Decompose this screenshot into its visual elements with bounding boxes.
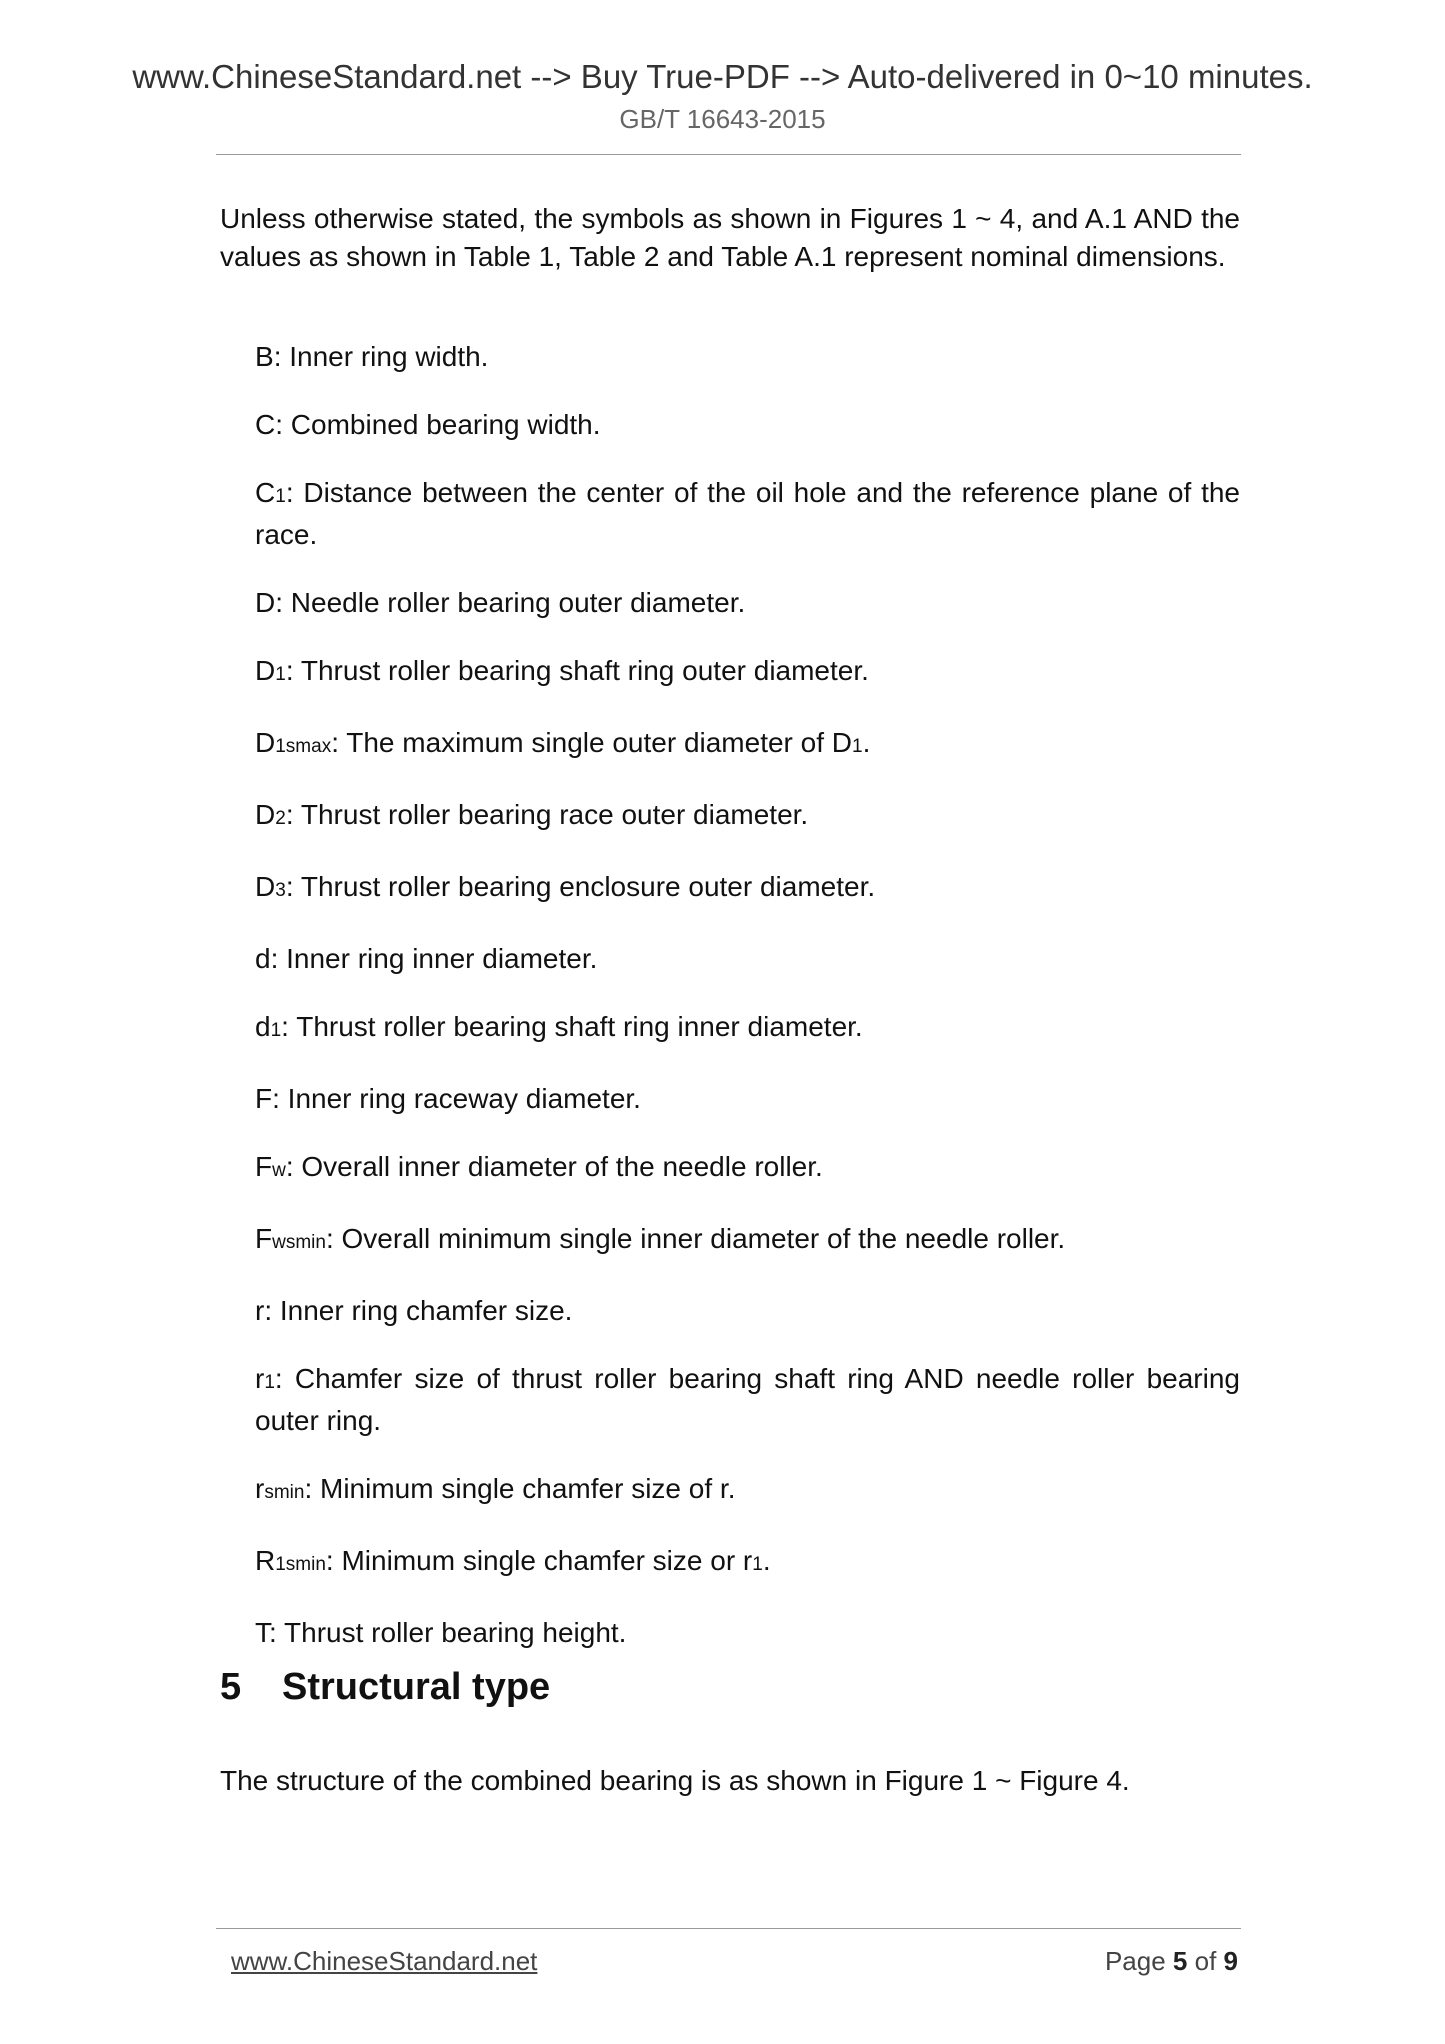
definition-text: : The maximum single outer diameter of D: [331, 727, 853, 758]
symbol: d: [255, 943, 271, 974]
definition-text: : Thrust roller bearing enclosure outer diameter.: [285, 871, 876, 902]
page-current: 5: [1172, 1946, 1188, 1976]
section-heading: [220, 1666, 550, 1709]
symbol: C: [255, 409, 276, 440]
definition-item: [255, 1008, 1240, 1050]
symbol-subscript: 1: [275, 486, 286, 507]
tail-subscript: 1: [852, 736, 863, 757]
footer-site-link[interactable]: www.ChineseStandard.net: [231, 1946, 538, 1976]
tail-punct: .: [862, 727, 871, 758]
symbol: C: [255, 477, 276, 508]
definition-text: : Minimum single chamfer size or r: [325, 1545, 753, 1576]
definition-item: [255, 1360, 1240, 1440]
definition-text: : Inner ring width.: [273, 341, 489, 372]
symbol: D: [255, 587, 276, 618]
symbol-subscript: 2: [275, 808, 286, 829]
symbol: D: [255, 799, 276, 830]
symbol-subscript: 1: [270, 1020, 282, 1041]
page-total: 9: [1223, 1946, 1238, 1976]
symbol: r: [255, 1363, 265, 1394]
definition-item: [255, 796, 1240, 838]
definition-text: : Needle roller bearing outer diameter.: [275, 587, 746, 618]
definition-item: [255, 584, 1240, 622]
page-indicator: [1105, 1946, 1238, 1977]
symbol-subscript: w: [272, 1160, 286, 1181]
definition-text: : Inner ring raceway diameter.: [272, 1083, 641, 1114]
symbol: r: [255, 1295, 265, 1326]
definition-item: [255, 724, 1240, 766]
symbol-subscript: 1: [264, 1372, 275, 1393]
symbol-subscript: 1: [275, 664, 286, 685]
tail-subscript: 1: [752, 1554, 763, 1575]
section-number: 5: [220, 1666, 242, 1708]
definition-text: : Overall inner diameter of the needle roller.: [285, 1151, 823, 1182]
intro-paragraph: Unless otherwise stated, the symbols as shown in Figures 1 ~ 4, and A.1 AND the values as shown in Table 1, Table 2 and Table A.1 represent nominal dimensions.: [220, 203, 1240, 272]
symbol: T: [255, 1617, 269, 1648]
definition-item: [255, 868, 1240, 910]
standard-id: GB/T 16643-2015: [619, 104, 826, 134]
definition-text: : Thrust roller bearing shaft ring outer diameter.: [285, 655, 869, 686]
symbol: F: [255, 1083, 273, 1114]
section-paragraph: The structure of the combined bearing is as shown in Figure 1 ~ Figure 4.: [220, 1765, 1130, 1796]
definition-text: : Distance between the center of the oil hole and the reference plane of the race.: [255, 477, 1240, 550]
header-banner: www.ChineseStandard.net --> Buy True-PDF --> Auto-delivered in 0~10 minutes.: [132, 58, 1313, 95]
definition-text: : Chamfer size of thrust roller bearing shaft ring AND needle roller bearing outer ring.: [255, 1363, 1240, 1436]
definition-text: : Thrust roller bearing height.: [269, 1617, 627, 1648]
symbol: D: [255, 655, 276, 686]
definition-item: [255, 1470, 1240, 1512]
definition-item: [255, 1292, 1240, 1330]
symbol: F: [255, 1151, 273, 1182]
definition-item: [255, 474, 1240, 554]
symbol-subscript: 1smin: [275, 1554, 326, 1575]
definition-item: [255, 1080, 1240, 1118]
symbol: D: [255, 727, 276, 758]
definition-item: [255, 338, 1240, 376]
symbol-subscript: wsmin: [272, 1232, 326, 1253]
symbol: R: [255, 1545, 276, 1576]
definition-item: [255, 406, 1240, 444]
tail-punct: .: [762, 1545, 771, 1576]
symbol: r: [255, 1473, 265, 1504]
symbol-subscript: 1smax: [275, 736, 332, 757]
definition-text: : Overall minimum single inner diameter of the needle roller.: [325, 1223, 1066, 1254]
definition-text: : Thrust roller bearing race outer diameter.: [285, 799, 809, 830]
header-divider: [216, 154, 1241, 155]
definition-item: [255, 1148, 1240, 1190]
definition-text: : Minimum single chamfer size of r.: [304, 1473, 736, 1504]
symbol: F: [255, 1223, 273, 1254]
definition-text: : Inner ring inner diameter.: [270, 943, 598, 974]
page-prefix: Page: [1104, 1946, 1166, 1976]
definition-item: [255, 1614, 1240, 1652]
definition-item: [255, 1542, 1240, 1584]
definition-item: [255, 940, 1240, 978]
symbol-definitions-list: [255, 338, 1240, 1682]
definition-item: [255, 652, 1240, 694]
symbol-subscript: smin: [264, 1482, 305, 1503]
footer-divider: [216, 1928, 1241, 1929]
section-title: Structural type: [282, 1666, 551, 1708]
symbol: B: [255, 341, 274, 372]
symbol: d: [255, 1011, 271, 1042]
definition-item: [255, 1220, 1240, 1262]
page-of: of: [1194, 1946, 1217, 1976]
definition-text: : Thrust roller bearing shaft ring inner diameter.: [281, 1011, 863, 1042]
definition-text: : Combined bearing width.: [275, 409, 601, 440]
symbol-subscript: 3: [275, 880, 286, 901]
definition-text: : Inner ring chamfer size.: [264, 1295, 573, 1326]
symbol: D: [255, 871, 276, 902]
